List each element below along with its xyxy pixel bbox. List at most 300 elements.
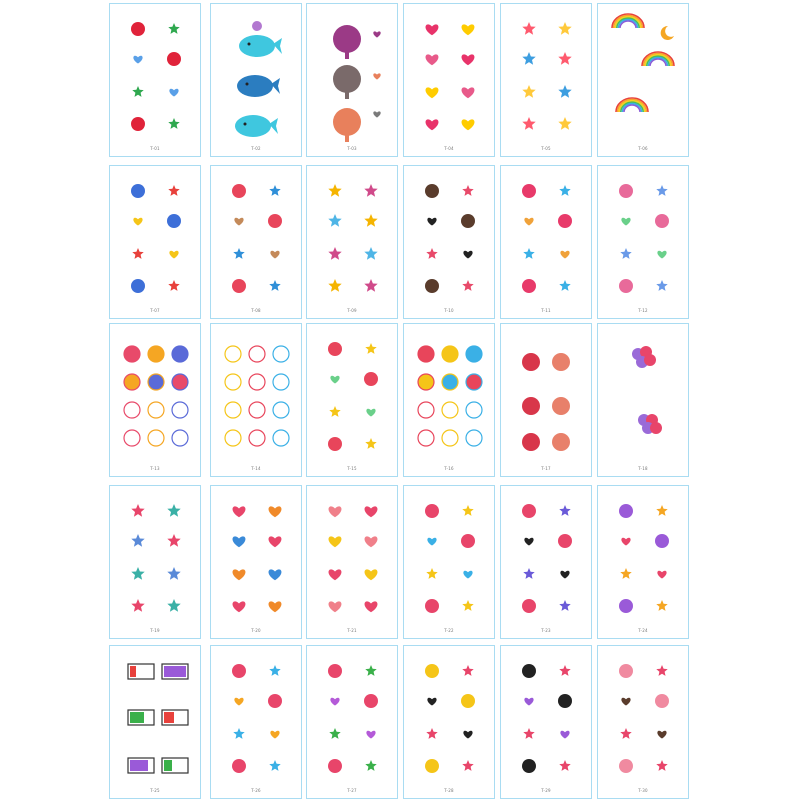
face-sticker bbox=[124, 430, 140, 446]
card-code-label: T-24 bbox=[638, 628, 648, 633]
card-code-label: T-26 bbox=[251, 788, 261, 793]
small-motif bbox=[373, 31, 380, 37]
face-sticker bbox=[249, 346, 265, 362]
motif-sticker bbox=[524, 698, 533, 706]
tattoo-card bbox=[500, 485, 592, 639]
motif-sticker bbox=[131, 22, 145, 36]
mushroom-tree-artwork bbox=[307, 4, 398, 157]
motif-sticker bbox=[619, 184, 633, 198]
motif-sticker bbox=[168, 23, 179, 34]
battery-level bbox=[130, 760, 148, 771]
card-code-label: T-08 bbox=[251, 308, 261, 313]
balloon-sticker bbox=[650, 422, 662, 434]
motif-sticker bbox=[619, 504, 633, 518]
motif-sticker bbox=[233, 248, 244, 259]
motif-sticker bbox=[657, 251, 666, 259]
motif-sticker bbox=[524, 218, 533, 226]
whale-sticker bbox=[237, 75, 273, 97]
tattoo-card bbox=[210, 323, 302, 477]
heart-sticker bbox=[426, 54, 439, 65]
tattoo-card bbox=[306, 165, 398, 319]
motif-sticker bbox=[133, 56, 142, 64]
motif-sticker bbox=[462, 505, 473, 516]
star-sticker bbox=[364, 214, 377, 227]
card-code-label: T-22 bbox=[444, 628, 454, 633]
motif-sticker bbox=[365, 760, 376, 771]
motif-sticker bbox=[234, 218, 243, 226]
star-sticker bbox=[522, 52, 535, 65]
tattoo-card bbox=[597, 645, 689, 799]
rainbow-arc bbox=[620, 21, 636, 28]
face-sticker bbox=[442, 430, 458, 446]
motif-sticker bbox=[132, 248, 143, 259]
tattoo-card bbox=[500, 323, 592, 477]
balloon-sticker bbox=[552, 353, 570, 371]
motif-sticker bbox=[425, 184, 439, 198]
whale-sticker bbox=[239, 35, 275, 57]
dinosaur-artwork bbox=[211, 166, 302, 319]
motif-sticker bbox=[425, 504, 439, 518]
motif-sticker bbox=[461, 694, 475, 708]
motif-sticker bbox=[619, 759, 633, 773]
motif-sticker bbox=[365, 665, 376, 676]
rainbow-arc bbox=[624, 105, 640, 112]
face-sticker bbox=[225, 346, 241, 362]
star-sticker bbox=[364, 184, 377, 197]
motif-sticker bbox=[463, 571, 472, 579]
motif-sticker bbox=[365, 438, 376, 449]
motif-sticker bbox=[328, 342, 342, 356]
heart-sticker bbox=[365, 569, 378, 580]
star-sticker bbox=[167, 567, 180, 580]
motif-sticker bbox=[655, 214, 669, 228]
card-code-label: T-01 bbox=[150, 146, 160, 151]
motif-sticker bbox=[270, 251, 279, 259]
motif-sticker bbox=[328, 664, 342, 678]
card-code-label: T-14 bbox=[251, 466, 261, 471]
motif-sticker bbox=[426, 248, 437, 259]
card-code-label: T-20 bbox=[251, 628, 261, 633]
face-sticker bbox=[249, 430, 265, 446]
tattoo-card bbox=[306, 3, 398, 157]
battery-level bbox=[130, 712, 144, 723]
star-sticker bbox=[328, 247, 341, 260]
motif-sticker bbox=[232, 184, 246, 198]
face-sticker bbox=[172, 402, 188, 418]
tattoo-card bbox=[500, 645, 592, 799]
balloons-artwork bbox=[501, 324, 592, 477]
card-code-label: T-03 bbox=[347, 146, 357, 151]
battery-level bbox=[130, 666, 136, 677]
motif-sticker bbox=[560, 571, 569, 579]
star-sticker bbox=[131, 534, 144, 547]
gems-music-artwork bbox=[307, 324, 398, 477]
heart-sticker bbox=[233, 601, 246, 612]
peach-popsicle-artwork bbox=[307, 486, 398, 639]
tree-trunk bbox=[345, 132, 349, 142]
motif-sticker bbox=[656, 185, 667, 196]
motif-sticker bbox=[656, 665, 667, 676]
card-code-label: T-11 bbox=[541, 308, 551, 313]
battery-level bbox=[164, 666, 186, 677]
heart-sticker bbox=[365, 536, 378, 547]
face-sticker bbox=[172, 430, 188, 446]
tree-sticker bbox=[333, 108, 361, 136]
motif-sticker bbox=[425, 664, 439, 678]
motif-sticker bbox=[234, 698, 243, 706]
motif-sticker bbox=[522, 279, 536, 293]
heart-sticker bbox=[329, 601, 342, 612]
balloon-sticker bbox=[552, 433, 570, 451]
card-code-label: T-27 bbox=[347, 788, 357, 793]
motif-sticker bbox=[426, 728, 437, 739]
motif-sticker bbox=[523, 728, 534, 739]
motif-sticker bbox=[169, 89, 178, 97]
tattoo-card bbox=[597, 485, 689, 639]
motif-sticker bbox=[619, 279, 633, 293]
face-sticker bbox=[249, 374, 265, 390]
motif-sticker bbox=[365, 343, 376, 354]
motif-sticker bbox=[523, 568, 534, 579]
motif-sticker bbox=[656, 505, 667, 516]
tattoo-card bbox=[109, 645, 201, 799]
card-code-label: T-15 bbox=[347, 466, 357, 471]
face-sticker bbox=[273, 402, 289, 418]
star-sticker bbox=[522, 22, 535, 35]
tattoo-card bbox=[500, 3, 592, 157]
motif-sticker bbox=[330, 698, 339, 706]
motif-sticker bbox=[132, 86, 143, 97]
moon-icon bbox=[661, 26, 674, 40]
motif-sticker bbox=[329, 728, 340, 739]
heart-sticker bbox=[462, 87, 475, 98]
card-code-label: T-04 bbox=[444, 146, 454, 151]
face-sticker bbox=[418, 374, 434, 390]
motif-sticker bbox=[425, 759, 439, 773]
star-sticker bbox=[558, 117, 571, 130]
fruit-faces-artwork bbox=[110, 324, 201, 477]
motif-sticker bbox=[133, 218, 142, 226]
face-sticker bbox=[466, 430, 482, 446]
heart-sticker bbox=[233, 506, 246, 517]
tattoo-card bbox=[109, 323, 201, 477]
motif-sticker bbox=[131, 184, 145, 198]
motif-sticker bbox=[270, 731, 279, 739]
motif-sticker bbox=[268, 694, 282, 708]
card-code-label: T-19 bbox=[150, 628, 160, 633]
face-sticker bbox=[225, 402, 241, 418]
tree-sticker bbox=[333, 25, 361, 53]
motif-sticker bbox=[559, 280, 570, 291]
balloon-sticker bbox=[552, 397, 570, 415]
face-sticker bbox=[273, 374, 289, 390]
motif-sticker bbox=[559, 665, 570, 676]
face-sticker bbox=[273, 430, 289, 446]
motif-sticker bbox=[268, 214, 282, 228]
motif-sticker bbox=[168, 185, 179, 196]
motif-sticker bbox=[328, 759, 342, 773]
star-sticker bbox=[328, 184, 341, 197]
doodles-artwork bbox=[404, 166, 495, 319]
motif-sticker bbox=[621, 698, 630, 706]
card-code-label: T-30 bbox=[638, 788, 648, 793]
card-code-label: T-05 bbox=[541, 146, 551, 151]
motif-sticker bbox=[657, 731, 666, 739]
motif-sticker bbox=[656, 280, 667, 291]
motif-sticker bbox=[233, 728, 244, 739]
motif-sticker bbox=[522, 504, 536, 518]
card-code-label: T-12 bbox=[638, 308, 648, 313]
whale-eye bbox=[244, 123, 247, 126]
motif-sticker bbox=[522, 599, 536, 613]
motif-sticker bbox=[366, 731, 375, 739]
tattoo-card bbox=[597, 323, 689, 477]
heart-sticker bbox=[462, 119, 475, 130]
motif-sticker bbox=[558, 534, 572, 548]
face-sticker bbox=[148, 430, 164, 446]
motif-sticker bbox=[558, 214, 572, 228]
card-code-label: T-17 bbox=[541, 466, 551, 471]
flowers-artwork bbox=[307, 646, 398, 799]
motif-sticker bbox=[168, 118, 179, 129]
star-sticker bbox=[558, 22, 571, 35]
card-code-label: T-13 bbox=[150, 466, 160, 471]
tattoo-card bbox=[109, 485, 201, 639]
motif-sticker bbox=[523, 248, 534, 259]
card-code-label: T-23 bbox=[541, 628, 551, 633]
balloon-sticker bbox=[522, 433, 540, 451]
face-sticker bbox=[442, 346, 458, 362]
card-code-label: T-21 bbox=[347, 628, 357, 633]
motif-sticker bbox=[167, 214, 181, 228]
heart-sticker bbox=[269, 506, 282, 517]
motif-sticker bbox=[167, 52, 181, 66]
hearts-artwork bbox=[404, 4, 495, 157]
umbrellas-artwork bbox=[404, 486, 495, 639]
motif-sticker bbox=[619, 664, 633, 678]
bunnies-artwork bbox=[501, 486, 592, 639]
motif-sticker bbox=[559, 760, 570, 771]
face-sticker bbox=[418, 430, 434, 446]
motif-sticker bbox=[232, 759, 246, 773]
princess-artwork bbox=[307, 166, 398, 319]
motif-sticker bbox=[462, 665, 473, 676]
motif-sticker bbox=[656, 760, 667, 771]
heart-sticker bbox=[233, 569, 246, 580]
batteries-artwork bbox=[110, 646, 201, 799]
motif-sticker bbox=[462, 760, 473, 771]
strawberry-artwork bbox=[110, 4, 201, 157]
tattoo-card bbox=[210, 645, 302, 799]
card-code-label: T-06 bbox=[638, 146, 648, 151]
heart-sticker bbox=[269, 569, 282, 580]
motif-sticker bbox=[560, 731, 569, 739]
star-sticker bbox=[558, 85, 571, 98]
tattoo-card bbox=[403, 3, 495, 157]
lovely-artwork bbox=[598, 486, 689, 639]
motif-sticker bbox=[524, 538, 533, 546]
face-sticker bbox=[172, 346, 188, 362]
motif-sticker bbox=[131, 117, 145, 131]
heart-sticker bbox=[426, 87, 439, 98]
stars-artwork bbox=[501, 4, 592, 157]
heart-sticker bbox=[426, 24, 439, 35]
battery-level bbox=[164, 712, 174, 723]
card-code-label: T-28 bbox=[444, 788, 454, 793]
star-sticker bbox=[558, 52, 571, 65]
heart-sticker bbox=[269, 601, 282, 612]
heart-sticker bbox=[426, 119, 439, 130]
motif-sticker bbox=[558, 694, 572, 708]
card-code-label: T-07 bbox=[150, 308, 160, 313]
face-sticker bbox=[466, 346, 482, 362]
tree-trunk bbox=[345, 89, 349, 99]
card-code-label: T-29 bbox=[541, 788, 551, 793]
motif-sticker bbox=[620, 568, 631, 579]
whale-sticker bbox=[235, 115, 271, 137]
card-code-label: T-18 bbox=[638, 466, 648, 471]
motif-sticker bbox=[427, 538, 436, 546]
tattoo-card bbox=[109, 165, 201, 319]
heart-sticker bbox=[269, 536, 282, 547]
motif-sticker bbox=[425, 279, 439, 293]
motif-sticker bbox=[621, 218, 630, 226]
shapes-planes-artwork bbox=[110, 486, 201, 639]
star-sticker bbox=[131, 504, 144, 517]
motif-sticker bbox=[620, 248, 631, 259]
motif-sticker bbox=[559, 185, 570, 196]
heart-sticker bbox=[329, 506, 342, 517]
face-sticker bbox=[418, 402, 434, 418]
motif-sticker bbox=[522, 184, 536, 198]
tattoo-card bbox=[403, 165, 495, 319]
motif-sticker bbox=[655, 534, 669, 548]
sea-life-artwork bbox=[211, 646, 302, 799]
candy-artwork bbox=[501, 166, 592, 319]
face-sticker bbox=[466, 374, 482, 390]
tree-sticker bbox=[333, 65, 361, 93]
face-sticker bbox=[249, 402, 265, 418]
face-sticker bbox=[273, 346, 289, 362]
motif-sticker bbox=[655, 694, 669, 708]
tattoo-card bbox=[210, 3, 302, 157]
motif-sticker bbox=[559, 600, 570, 611]
balloon-sticker bbox=[522, 397, 540, 415]
tattoo-card bbox=[597, 3, 689, 157]
heart-sticker bbox=[329, 569, 342, 580]
motif-sticker bbox=[232, 279, 246, 293]
motif-sticker bbox=[560, 251, 569, 259]
heart-sticker bbox=[329, 536, 342, 547]
tattoo-card bbox=[306, 485, 398, 639]
star-sticker bbox=[522, 117, 535, 130]
motif-sticker bbox=[269, 665, 280, 676]
star-sticker bbox=[167, 534, 180, 547]
star-sticker bbox=[167, 599, 180, 612]
emoji-faces-artwork bbox=[211, 324, 302, 477]
star-sticker bbox=[522, 85, 535, 98]
motif-sticker bbox=[426, 568, 437, 579]
motif-sticker bbox=[620, 728, 631, 739]
small-motif bbox=[373, 73, 380, 79]
small-motif bbox=[373, 111, 380, 117]
battery-level bbox=[164, 760, 172, 771]
face-sticker bbox=[124, 374, 140, 390]
motif-sticker bbox=[329, 406, 340, 417]
heart-sticker bbox=[233, 536, 246, 547]
face-sticker bbox=[148, 346, 164, 362]
star-sticker bbox=[131, 599, 144, 612]
motif-sticker bbox=[461, 214, 475, 228]
motif-sticker bbox=[168, 280, 179, 291]
whale-eye bbox=[246, 83, 249, 86]
balloon-bunch-artwork bbox=[598, 324, 689, 477]
heart-sticker bbox=[365, 506, 378, 517]
tattoo-card bbox=[500, 165, 592, 319]
motif-sticker bbox=[425, 599, 439, 613]
face-sticker bbox=[172, 374, 188, 390]
motif-sticker bbox=[269, 760, 280, 771]
motif-sticker bbox=[232, 664, 246, 678]
tattoo-card bbox=[403, 323, 495, 477]
balloon-sticker bbox=[644, 354, 656, 366]
heart-sticker bbox=[365, 601, 378, 612]
whale-artwork bbox=[211, 4, 302, 157]
tattoo-card bbox=[210, 165, 302, 319]
card-code-label: T-25 bbox=[150, 788, 160, 793]
face-sticker bbox=[442, 374, 458, 390]
tattoo-card bbox=[403, 645, 495, 799]
tattoo-card bbox=[306, 645, 398, 799]
tattoo-card bbox=[210, 485, 302, 639]
star-sticker bbox=[328, 214, 341, 227]
motif-sticker bbox=[462, 185, 473, 196]
star-sticker bbox=[167, 504, 180, 517]
motif-sticker bbox=[364, 694, 378, 708]
planets-artwork bbox=[598, 166, 689, 319]
star-sticker bbox=[131, 567, 144, 580]
heart-sticker bbox=[462, 54, 475, 65]
rainbow-artwork bbox=[598, 4, 689, 157]
cats-music-artwork bbox=[501, 646, 592, 799]
tree-trunk bbox=[345, 49, 349, 59]
motif-sticker bbox=[657, 571, 666, 579]
motif-sticker bbox=[522, 664, 536, 678]
motif-sticker bbox=[427, 698, 436, 706]
motif-sticker bbox=[328, 437, 342, 451]
face-sticker bbox=[466, 402, 482, 418]
rainbow-arc bbox=[650, 59, 666, 66]
balloon-sticker bbox=[522, 353, 540, 371]
star-sticker bbox=[364, 279, 377, 292]
face-sticker bbox=[148, 374, 164, 390]
heart-sticker bbox=[462, 24, 475, 35]
face-sticker bbox=[148, 402, 164, 418]
face-sticker bbox=[124, 346, 140, 362]
face-sticker bbox=[225, 430, 241, 446]
motif-sticker bbox=[462, 280, 473, 291]
card-code-label: T-09 bbox=[347, 308, 357, 313]
motif-sticker bbox=[366, 409, 375, 417]
dots-faces-artwork bbox=[404, 324, 495, 477]
motif-sticker bbox=[619, 599, 633, 613]
tattoo-card bbox=[403, 485, 495, 639]
motif-sticker bbox=[559, 505, 570, 516]
motif-sticker bbox=[656, 600, 667, 611]
motif-sticker bbox=[330, 376, 339, 384]
card-code-label: T-10 bbox=[444, 308, 454, 313]
motif-sticker bbox=[462, 600, 473, 611]
